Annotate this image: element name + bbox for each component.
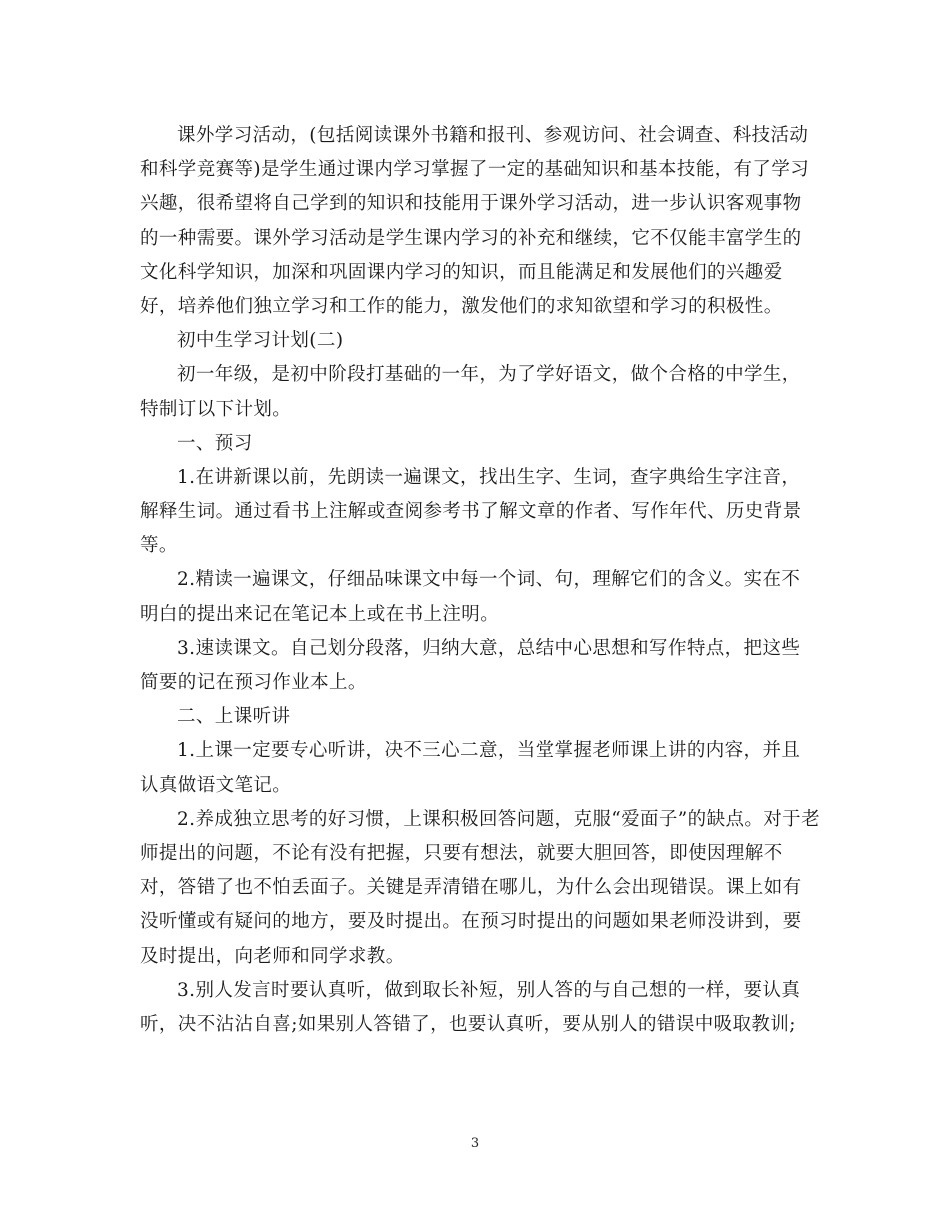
text-line: 1.上课一定要专心听讲，决不三心二意，当堂掌握老师课上讲的内容，并且 bbox=[177, 740, 801, 762]
text-line: 好，培养他们独立学习和工作的能力，激发他们的求知欲望和学习的积极性。 bbox=[140, 295, 783, 317]
text-line: 没听懂或有疑问的地方，要及时提出。在预习时提出的问题如果老师没讲到，要 bbox=[140, 911, 802, 933]
text-line: 3.速读课文。自己划分段落，归纳大意，总结中心思想和写作特点，把这些 bbox=[177, 637, 801, 659]
text-line: 初一年级，是初中阶段打基础的一年，为了学好语文，做个合格的中学生， bbox=[177, 364, 801, 386]
text-line: 师提出的问题，不论有没有把握，只要有想法，就要大胆回答，即使因理解不 bbox=[140, 842, 783, 864]
page-number: 3 bbox=[470, 1136, 480, 1151]
text-line: 兴趣，很希望将自己学到的知识和技能用于课外学习活动，进一步认识客观事物 bbox=[140, 193, 802, 215]
text-line: 特制订以下计划。 bbox=[140, 398, 292, 420]
text-line: 及时提出，向老师和同学求教。 bbox=[140, 945, 405, 967]
text-line: 的一种需要。课外学习活动是学生课内学习的补充和继续，它不仅能丰富学生的 bbox=[140, 227, 802, 249]
text-line: 等。 bbox=[140, 535, 178, 557]
text-line: 2.精读一遍课文，仔细品味课文中每一个词、句，理解它们的含义。实在不 bbox=[177, 569, 801, 591]
text-line: 和科学竞赛等)是学生通过课内学习掌握了一定的基础知识和基本技能，有了学习 bbox=[140, 159, 810, 181]
text-line: 简要的记在预习作业本上。 bbox=[140, 672, 367, 693]
text-line: 文化科学知识，加深和巩固课内学习的知识，而且能满足和发展他们的兴趣爱 bbox=[140, 261, 783, 283]
text-line: 2.养成独立思考的好习惯，上课积极回答问题，克服“爱面子”的缺点。对于老 bbox=[177, 808, 820, 830]
text-line: 1.在讲新课以前，先朗读一遍课文，找出生字、生词，查字典给生字注音， bbox=[177, 466, 801, 488]
text-line: 认真做语文笔记。 bbox=[140, 774, 292, 796]
text-line: 听，决不沾沾自喜;如果别人答错了，也要认真听，要从别人的错误中吸取教训; bbox=[140, 1013, 796, 1035]
text-line: 对，答错了也不怕丢面子。关键是弄清错在哪儿，为什么会出现错误。课上如有 bbox=[140, 877, 802, 899]
text-line: 课外学习活动，(包括阅读课外书籍和报刊、参观访问、社会调查、科技活动 bbox=[177, 125, 809, 146]
body-text bbox=[140, 119, 820, 1042]
text-line: 初中生学习计划(二) bbox=[177, 330, 344, 352]
text-line: 一、预习 bbox=[177, 432, 253, 454]
text-line: 3.别人发言时要认真听，做到取长补短，别人答的与自己想的一样，要认真 bbox=[177, 979, 801, 1001]
text-line: 明白的提出来记在笔记本上或在书上注明。 bbox=[140, 603, 500, 625]
text-line: 二、上课听讲 bbox=[177, 706, 291, 728]
text-line: 解释生词。通过看书上注解或查阅参考书了解文章的作者、写作年代、历史背景 bbox=[140, 501, 802, 523]
